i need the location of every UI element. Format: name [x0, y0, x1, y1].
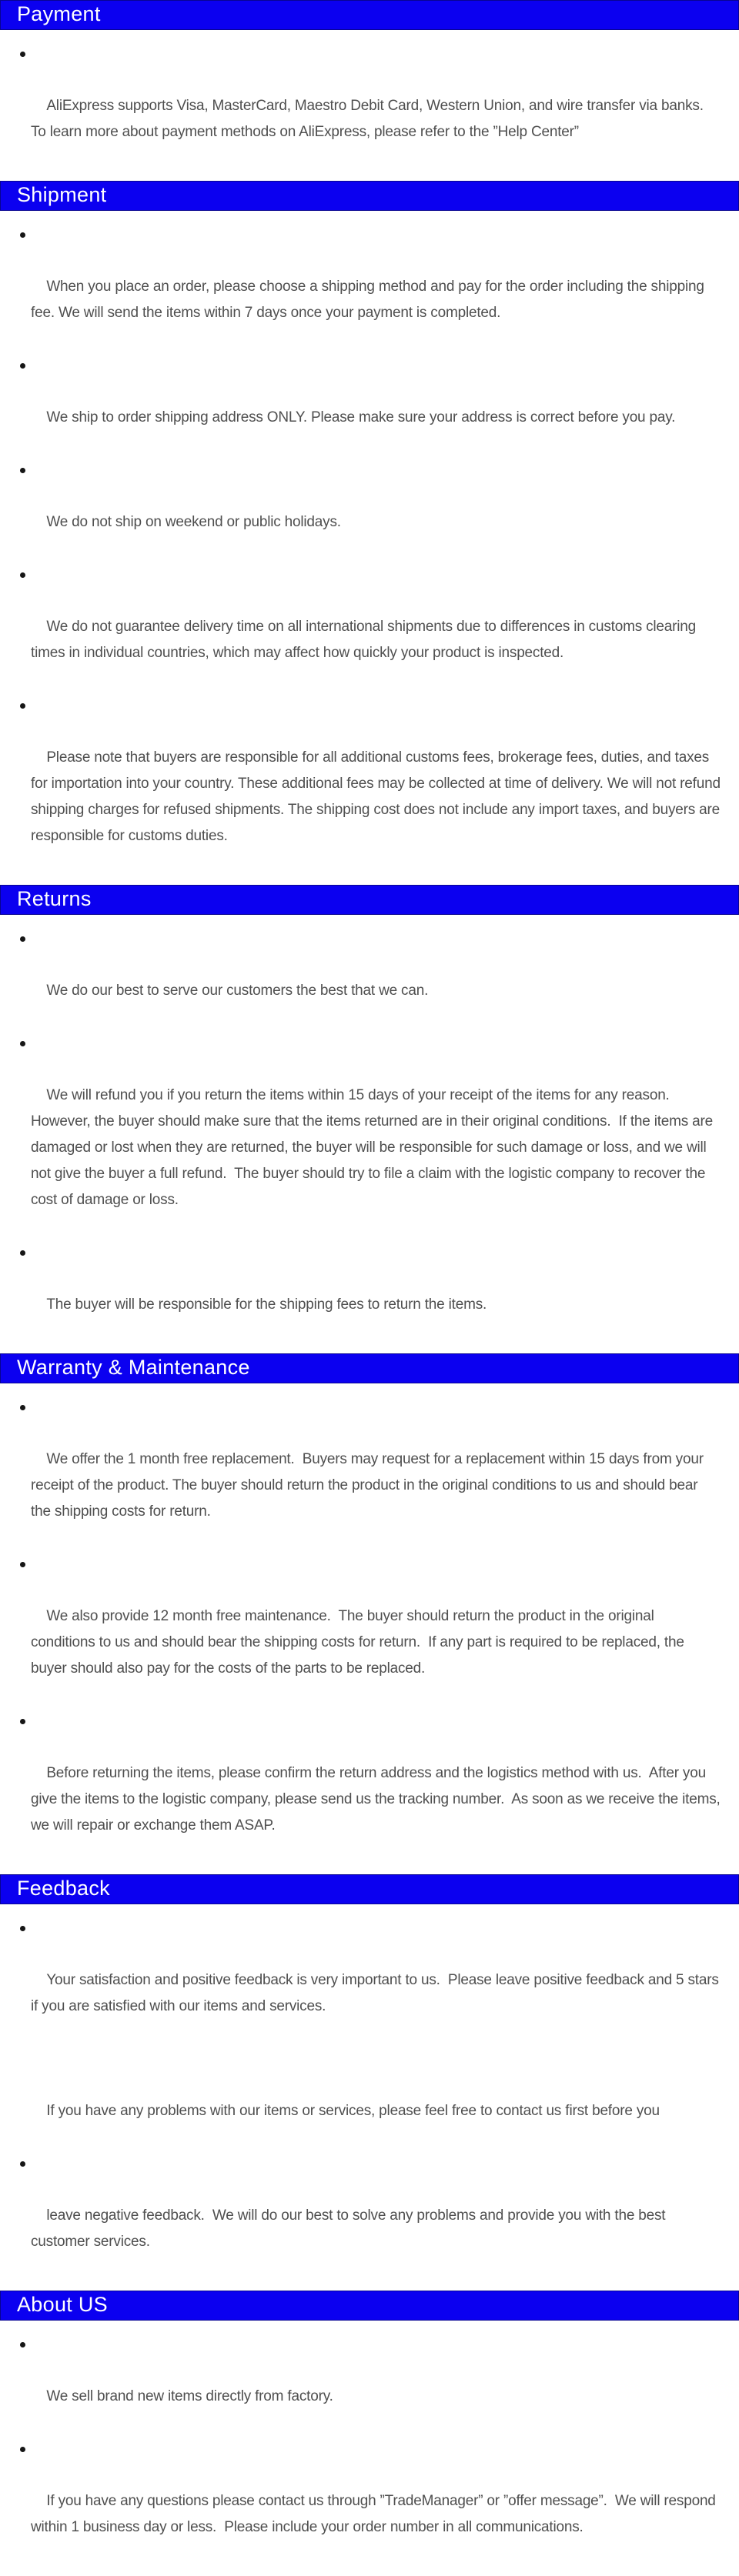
list-item [19, 1915, 721, 2046]
list-item-text: We will refund you if you return the items within 15 days of your receipt of the items for any reason. However, the buyer should make sure that the items returned are in their original conditions. If the items are damaged or lost when they are returned, the buyer will be responsible for such damage or loss, and we will not give the buyer a full refund. The buyer should try to ﬁle a claim with the logistic company to recover the cost of damage or loss. [31, 1087, 717, 1208]
list-item [19, 1708, 724, 1865]
bullet-icon [20, 468, 25, 473]
section-title: Warranty & Maintenance [17, 1355, 250, 1379]
list-item-text: We sell brand new items directly from factory. [46, 2388, 333, 2404]
list-item-text: We do our best to serve our customers the best that we can. [46, 983, 429, 999]
bullet-icon [20, 2342, 25, 2347]
list-item [19, 692, 724, 876]
list-item-text: The buyer will be responsible for the shipping fees to return the items. [46, 1296, 487, 1313]
policy-section-payment [0, 0, 739, 181]
policy-section-warranty-maintenance [0, 1353, 739, 1874]
list-item [19, 1030, 721, 1240]
section-title: About US [17, 2292, 108, 2316]
section-header [0, 0, 739, 30]
list-item-text: We do not guarantee delivery time on all international shipments due to differences in customs clearing times in individual countries, which may affect how quickly your product is inspected. [31, 619, 701, 661]
bullet-icon [20, 1250, 25, 1256]
section-item-list [0, 1383, 739, 1874]
section-header [0, 2291, 739, 2321]
list-item-text: We offer the 1 month free replacement. Buyers may request for a replacement within 15 days from your receipt of the product. The buyer should return the product in the original conditions to us and should bear the shipping costs for return. [31, 1451, 707, 1520]
bullet-icon [20, 1719, 25, 1724]
section-header [0, 181, 739, 211]
list-item-text: If you have any questions please contact us through ”TradeManager” or ”offer message”. We will respond within 1 business day or less. Please include your order number in all communications. [31, 2493, 720, 2535]
section-item-list [0, 1904, 739, 2291]
bullet-icon [20, 1562, 25, 1567]
list-item-text: Please note that buyers are responsible for all additional customs fees, brokerage fees, duties, and taxes for importation into your country. These additional fees may be collected at time of delivery. We will not refund shipping charges for refused shipments. The shipping cost does not include any import taxes, and buyers are responsible for customs duties. [31, 749, 724, 844]
list-item [19, 41, 721, 172]
list-item [19, 926, 721, 1030]
bullet-icon [20, 232, 25, 238]
list-item [19, 2331, 721, 2436]
list-item-text: We also provide 12 month free maintenance. The buyer should return the product in the original conditions to us and should bear the shipping costs for return. If any part is required to be replaced, the buyer should also pay for the costs of the parts to be replaced. [31, 1608, 688, 1677]
section-title: Shipment [17, 182, 107, 206]
list-item [19, 352, 721, 457]
bullet-icon [20, 2161, 25, 2167]
bullet-icon [20, 1405, 25, 1410]
bullet-icon [20, 363, 25, 369]
policy-section-shipment [0, 181, 739, 885]
section-item-list [0, 211, 739, 885]
section-title: Payment [17, 2, 101, 25]
bullet-icon [20, 52, 25, 57]
section-item-list [0, 30, 739, 181]
list-item [19, 222, 721, 352]
list-item [19, 457, 721, 562]
policy-section-returns [0, 885, 739, 1353]
section-item-list [0, 915, 739, 1353]
bullet-icon [20, 1926, 25, 1931]
list-item [19, 562, 721, 692]
bullet-icon [20, 572, 25, 578]
list-item-text: We do not ship on weekend or public holidays. [46, 514, 341, 530]
list-item [19, 2436, 721, 2567]
list-item [19, 2046, 721, 2151]
section-header [0, 885, 739, 915]
section-header [0, 1353, 739, 1383]
list-item-text: Before returning the items, please conﬁrm the return address and the logistics method with us. After you give the items to the logistic company, please send us the tracking number. As soon as we receive the items, we will repair or exchange them ASAP. [31, 1765, 724, 1834]
bullet-icon [20, 703, 25, 709]
policy-section-about-us [0, 2291, 739, 2576]
list-item [19, 1394, 721, 1551]
list-item [19, 1551, 721, 1708]
list-item [19, 1240, 721, 1344]
list-item-text: If you have any problems with our items or services, please feel free to contact us ﬁrst before you [46, 2103, 660, 2119]
policy-section-feedback [0, 1874, 739, 2291]
section-title: Feedback [17, 1876, 110, 1900]
list-item-text: When you place an order, please choose a shipping method and pay for the order including the shipping fee. We will send the items within 7 days once your payment is completed. [31, 279, 708, 321]
list-item-text: AliExpress supports Visa, MasterCard, Maestro Debit Card, Western Union, and wire transfer via banks. To learn more about payment methods on AliExpress, please refer to the ”Help Center” [31, 98, 707, 140]
list-item-text: We ship to order shipping address ONLY. Please make sure your address is correct before you pay. [46, 409, 676, 425]
bullet-icon [20, 1041, 25, 1046]
list-item-text: leave negative feedback. We will do our best to solve any problems and provide you with the best customer services. [31, 2207, 670, 2250]
section-header [0, 1874, 739, 1904]
list-item [19, 2151, 721, 2281]
bullet-icon [20, 936, 25, 942]
bullet-icon [20, 2447, 25, 2452]
list-item-text: Your satisfaction and positive feedback is very important to us. Please leave positive feedback and 5 stars if you are satisﬁed with our items and services. [31, 1972, 723, 2014]
section-item-list [0, 2321, 739, 2576]
section-title: Returns [17, 886, 92, 910]
